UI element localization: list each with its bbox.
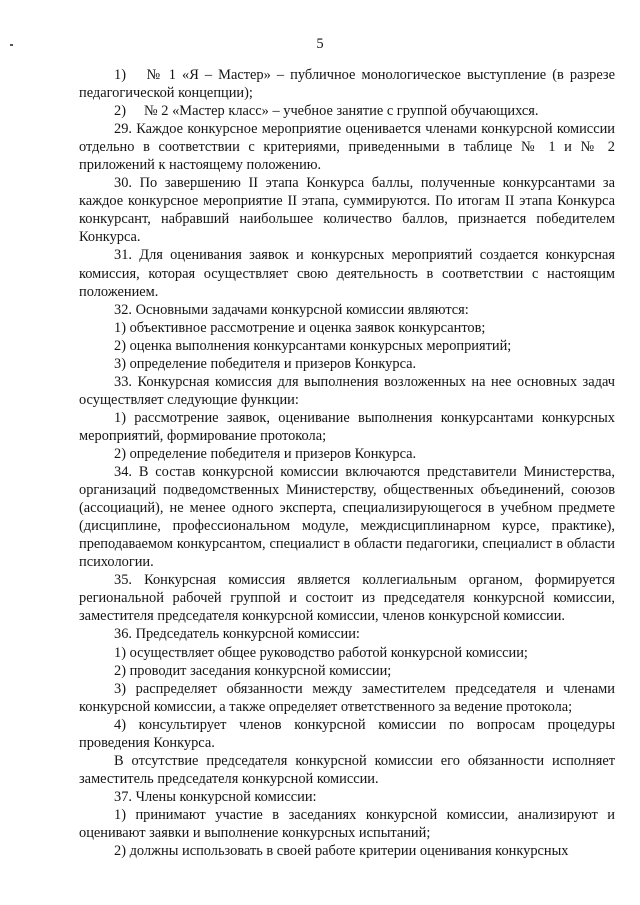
list-item: 1) рассмотрение заявок, оценивание выполнения конкурсантами конкурсных мероприятий, формирование протокола; bbox=[79, 409, 615, 444]
paragraph-33: 33. Конкурсная комиссия для выполнения возложенных на нее основных задач осуществляет следующие функции: bbox=[79, 373, 615, 408]
list-item: 2) проводит заседания конкурсной комиссии; bbox=[114, 662, 392, 679]
list-item: 3) определение победителя и призеров Конкурса. bbox=[114, 355, 417, 372]
paragraph-30: 30. По завершению II этапа Конкурса баллы, полученные конкурсантами за каждое конкурсное мероприятие II этапа, суммируются. По итогам II этапа Конкурса конкурсант, набравший наибольшее количество баллов, признается победителем Конкурса. bbox=[79, 175, 615, 246]
paragraph-item-2: 2) № 2 «Мастер класс» – учебное занятие с группой обучающихся. bbox=[114, 103, 539, 120]
list-item: 1) осуществляет общее руководство работой конкурсной комиссии; bbox=[114, 644, 528, 661]
paragraph-35: 35. Конкурсная комиссия является коллегиальным органом, формируется региональной рабочей группой и состоит из председателя конкурсной комиссии, заместителя председателя конкурсной комиссии, членов конкурсной комиссии. bbox=[79, 572, 615, 625]
paragraph-31: 31. Для оценивания заявок и конкурсных мероприятий создается конкурсная комиссия, которая осуществляет свою деятельность в соответствии с настоящим положением. bbox=[79, 247, 615, 300]
list-item: 2) определение победителя и призеров Конкурса. bbox=[114, 445, 417, 462]
list-item: 2) должны использовать в своей работе критерии оценивания конкурсных bbox=[114, 843, 569, 860]
paragraph-36: 36. Председатель конкурсной комиссии: bbox=[114, 626, 360, 643]
list-item: 2) оценка выполнения конкурсантами конкурсных мероприятий; bbox=[114, 337, 512, 354]
list-item: 4) консультирует членов конкурсной комиссии по вопросам процедуры проведения Конкурса. bbox=[79, 716, 615, 751]
paragraph-29: 29. Каждое конкурсное мероприятие оценивается членами конкурсной комиссии отдельно в соответствии с критериями, приведенными в таблице № 1 и № 2 приложений к настоящему положению. bbox=[79, 121, 615, 174]
paragraph-37: 37. Члены конкурсной комиссии: bbox=[114, 788, 317, 805]
list-item: 1) объективное рассмотрение и оценка заявок конкурсантов; bbox=[114, 319, 486, 336]
paragraph-deputy: В отсутствие председателя конкурсной комиссии его обязанности исполняет заместитель председателя конкурсной комиссии. bbox=[79, 752, 615, 787]
list-item: 3) распределяет обязанности между заместителем председателя и членами конкурсной комиссии, а также определяет ответственного за ведение протокола; bbox=[79, 680, 615, 715]
page-number: 5 bbox=[316, 36, 324, 52]
paragraph-item-1: 1) № 1 «Я – Мастер» – публичное монологическое выступление (в разрезе педагогической концепции); bbox=[79, 67, 615, 102]
paragraph-34: 34. В состав конкурсной комиссии включаются представители Министерства, организаций подведомственных Министерству, общественных объединений, союзов (ассоциаций), не менее одного эксперта, специализирующегося в учебном предмете (дисциплине, профессиональном модуле, междисциплинарном курсе, практике), преподаваемом конкурсантом, специалист в области педагогики, специалист в области психологии. bbox=[79, 464, 615, 571]
document-body bbox=[79, 66, 615, 860]
paragraph-32: 32. Основными задачами конкурсной комиссии являются: bbox=[114, 301, 469, 318]
list-item: 1) принимают участие в заседаниях конкурсной комиссии, анализируют и оценивают заявки и выполнение конкурсных испытаний; bbox=[79, 806, 615, 841]
